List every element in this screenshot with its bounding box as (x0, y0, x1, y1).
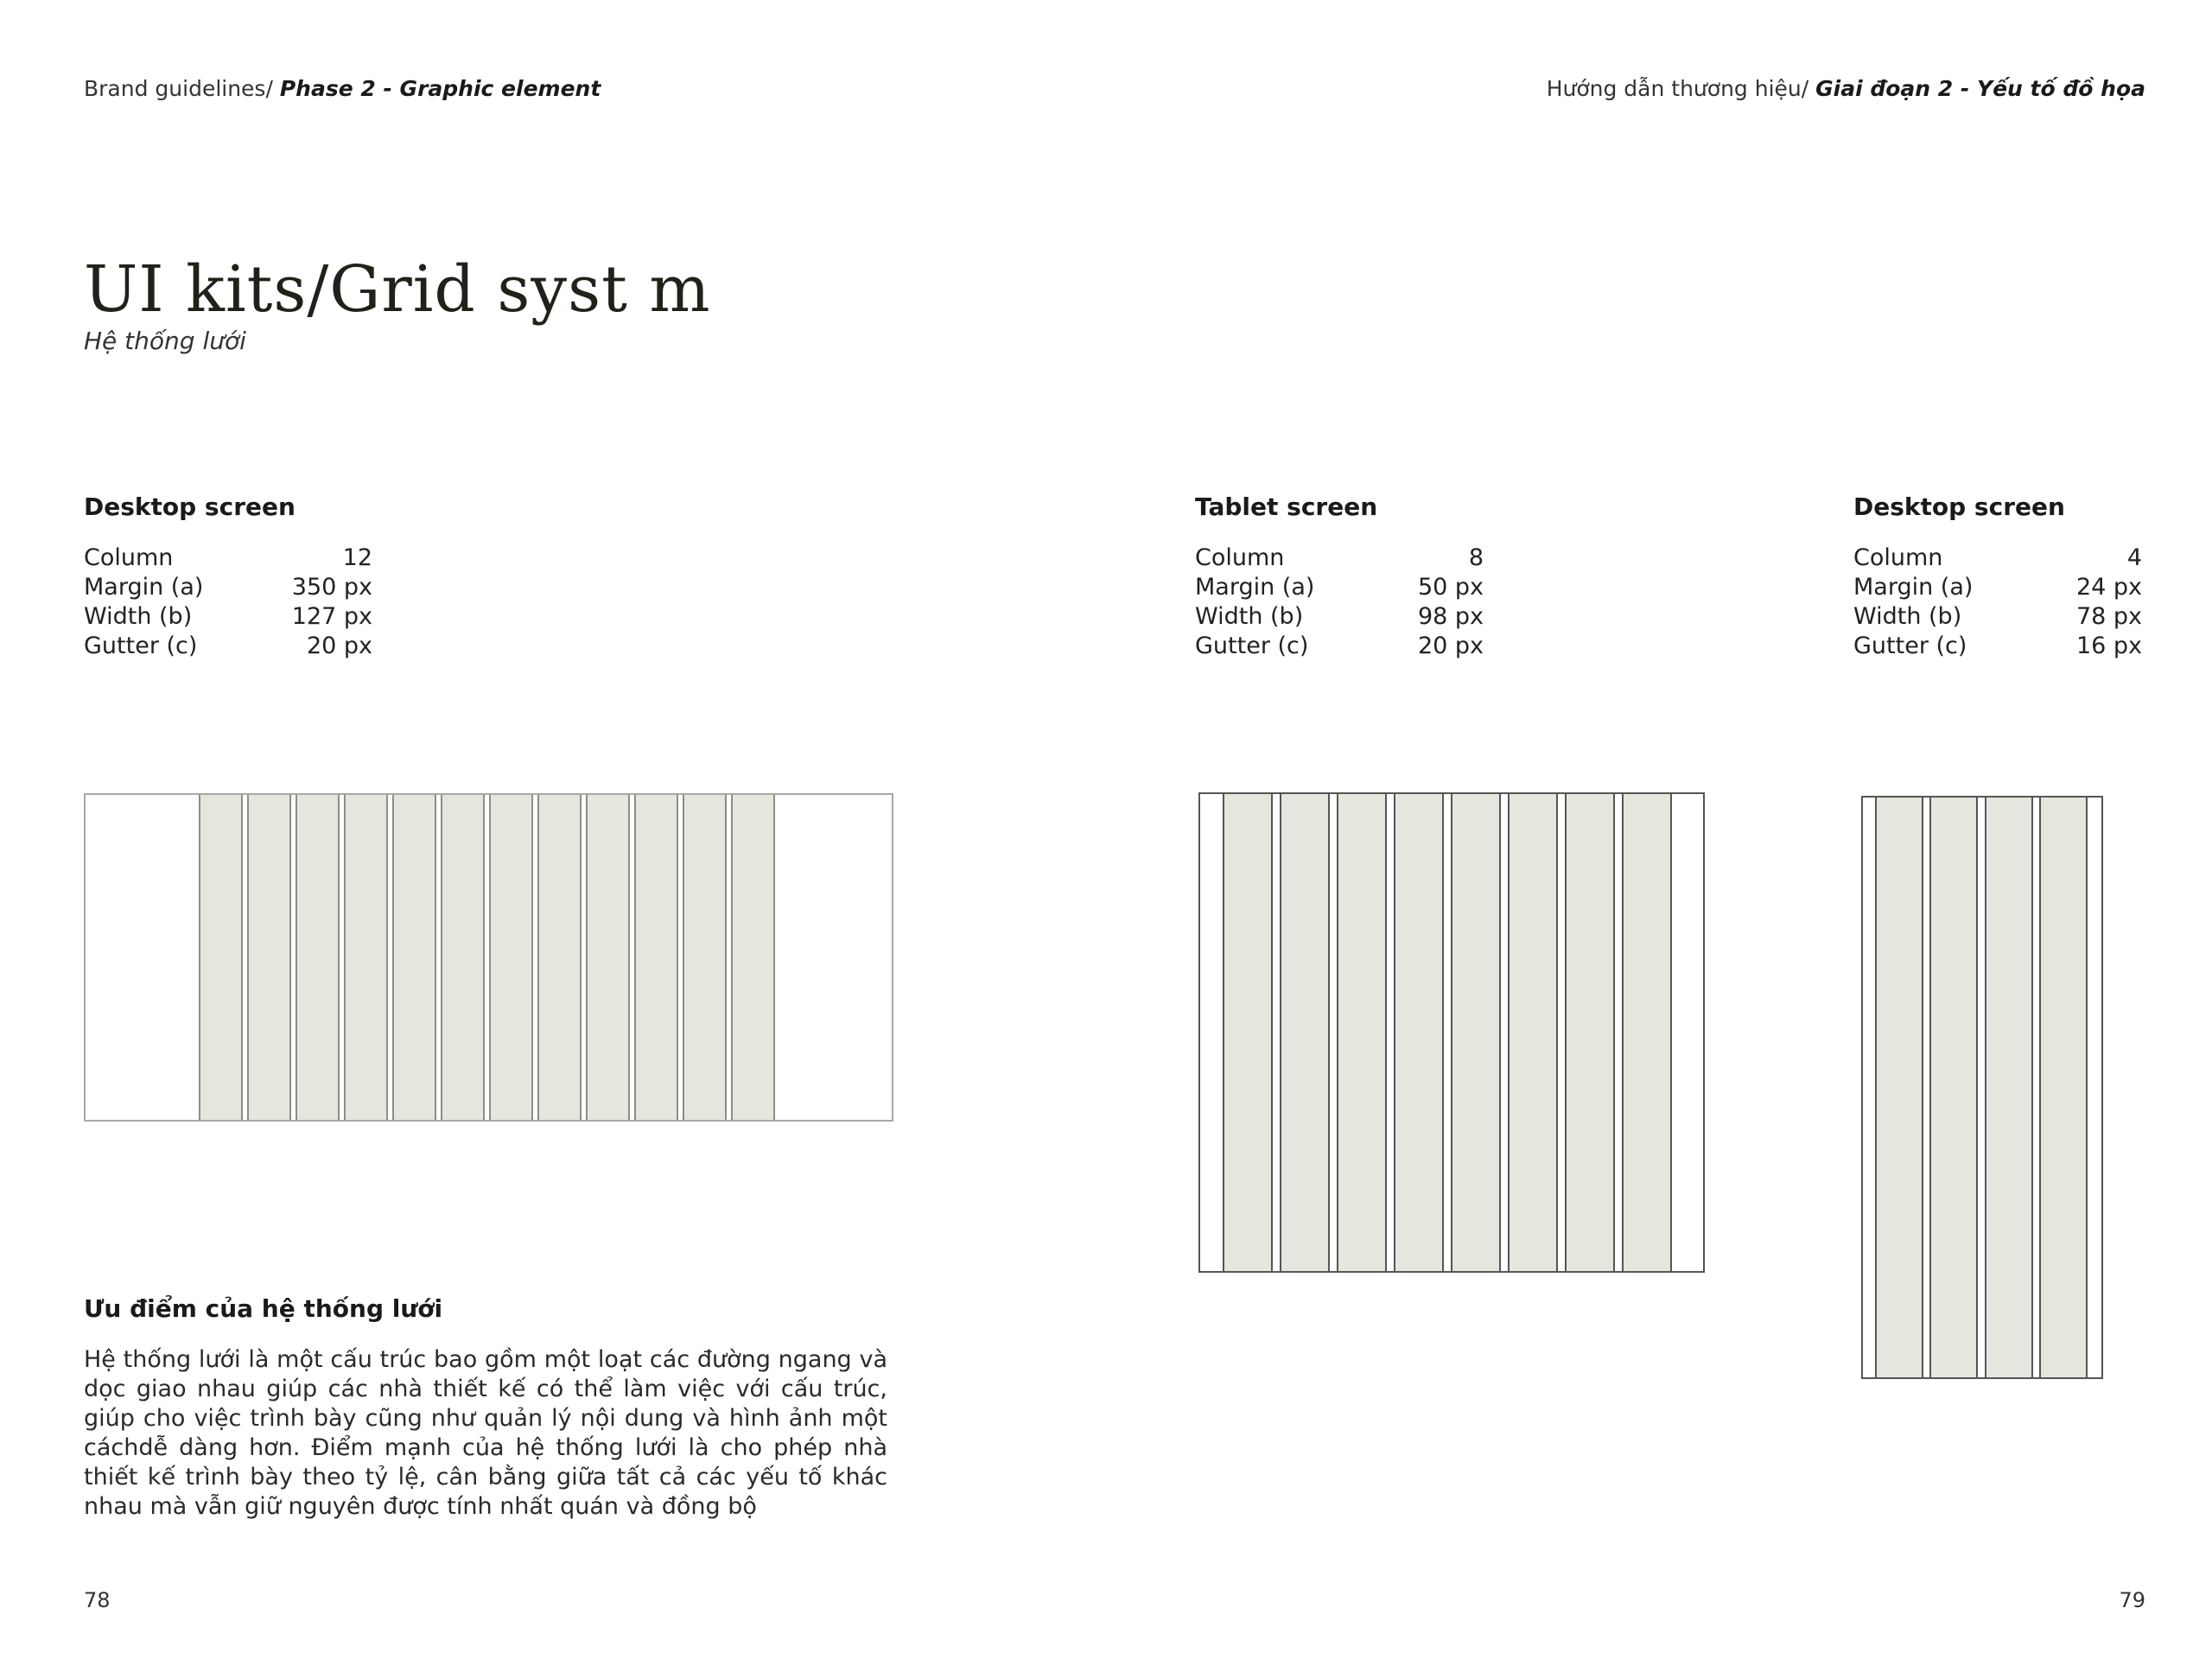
grid-column (1223, 794, 1273, 1271)
spec-row-width (84, 602, 372, 632)
running-header-left (84, 76, 601, 101)
spec-row-margin (1853, 573, 2142, 602)
advantages-section (84, 1294, 887, 1522)
advantages-heading: Ưu điểm của hệ thống lưới (84, 1294, 443, 1323)
spec-heading: Tablet screen (1195, 493, 1378, 521)
spec-label: Margin (a) (1195, 574, 1315, 601)
spec-value: 8 (1468, 544, 1484, 571)
page-subtitle: Hệ thống lưới (84, 327, 246, 355)
grid-column (441, 795, 485, 1120)
spec-row-gutter (1195, 632, 1484, 661)
header-right-section: Giai đoạn 2 - Yếu tố đồ họa (1815, 76, 2145, 101)
grid-column (1622, 794, 1672, 1271)
spec-label: Gutter (c) (1195, 632, 1309, 659)
spec-label: Column (1195, 544, 1285, 571)
spec-value: 98 px (1417, 603, 1484, 630)
grid-column (296, 795, 340, 1120)
spec-row-column (1195, 543, 1484, 573)
grid-column (634, 795, 678, 1120)
grid-desktop-12col (84, 793, 893, 1122)
spec-row-gutter (84, 632, 372, 661)
grid-column (2039, 798, 2088, 1377)
grid-column (1337, 794, 1387, 1271)
grid-column (1451, 794, 1501, 1271)
spec-heading: Desktop screen (1853, 493, 2065, 521)
spec-label: Column (84, 544, 174, 571)
spec-row-margin (84, 573, 372, 602)
grid-mobile-4col (1861, 796, 2103, 1379)
spec-value: 24 px (2075, 574, 2142, 601)
spec-mobile-4col (1853, 493, 2142, 661)
grid-column (1280, 794, 1330, 1271)
grid-column (1508, 794, 1558, 1271)
header-right-prefix: Hướng dẫn thương hiệu/ (1546, 76, 1809, 101)
spec-label: Gutter (c) (1853, 632, 1967, 659)
spec-value: 350 px (291, 574, 372, 601)
grid-column (392, 795, 436, 1120)
page-number-left: 78 (84, 1588, 111, 1612)
grid-column (731, 795, 775, 1120)
spec-label: Width (b) (1195, 603, 1304, 630)
spec-row-column (84, 543, 372, 573)
grid-column (1394, 794, 1444, 1271)
spec-desktop-12col (84, 493, 372, 661)
running-header-right (1547, 76, 2145, 101)
spec-label: Margin (a) (1853, 574, 1974, 601)
spec-value: 16 px (2075, 632, 2142, 659)
advantages-body: Hệ thống lưới là một cấu trúc bao gồm một loạt các đường ngang và dọc giao nhau giúp các nhà thiết kế có thể làm việc với cấu trúc, giúp cho việc trình bày cũng như quản lý nội dung và hình ảnh một cáchdễ dàng hơn. Điểm mạnh của hệ thống lưới là cho phép nhà thiết kế trình bày theo tỷ lệ, cân bằng giữa tất cả các yếu tố khác nhau mà vẫn giữ nguyên được tính nhất quán và đồng bộ (84, 1346, 887, 1520)
spec-row-gutter (1853, 632, 2142, 661)
spec-row-column (1853, 543, 2142, 573)
spec-label: Margin (a) (84, 574, 204, 601)
spec-value: 78 px (2075, 603, 2142, 630)
grid-tablet-8col (1198, 792, 1705, 1273)
spec-value: 20 px (1417, 632, 1484, 659)
spec-value: 12 (342, 544, 372, 571)
grid-column (344, 795, 388, 1120)
spec-label: Width (b) (84, 603, 193, 630)
spec-label: Column (1853, 544, 1943, 571)
grid-column (1929, 798, 1978, 1377)
grid-column (586, 795, 630, 1120)
spec-value: 50 px (1417, 574, 1484, 601)
spec-value: 127 px (291, 603, 372, 630)
grid-column (683, 795, 727, 1120)
grid-column (247, 795, 291, 1120)
header-left-section: Phase 2 - Graphic element (279, 76, 601, 101)
grid-column (489, 795, 533, 1120)
spec-row-width (1853, 602, 2142, 632)
grid-column (1565, 794, 1615, 1271)
spec-row-width (1195, 602, 1484, 632)
grid-column (1875, 798, 1923, 1377)
spec-row-margin (1195, 573, 1484, 602)
header-left-prefix: Brand guidelines/ (84, 76, 273, 101)
page-number-right: 79 (2119, 1588, 2145, 1612)
page-title: UI kits/Grid syst m (84, 252, 711, 327)
spec-value: 4 (2126, 544, 2142, 571)
spec-label: Gutter (c) (84, 632, 198, 659)
spec-label: Width (b) (1853, 603, 1962, 630)
grid-column (537, 795, 582, 1120)
grid-column (1985, 798, 2033, 1377)
spec-value: 20 px (306, 632, 372, 659)
spec-tablet-8col (1195, 493, 1484, 661)
spec-heading: Desktop screen (84, 493, 296, 521)
grid-column (199, 795, 243, 1120)
